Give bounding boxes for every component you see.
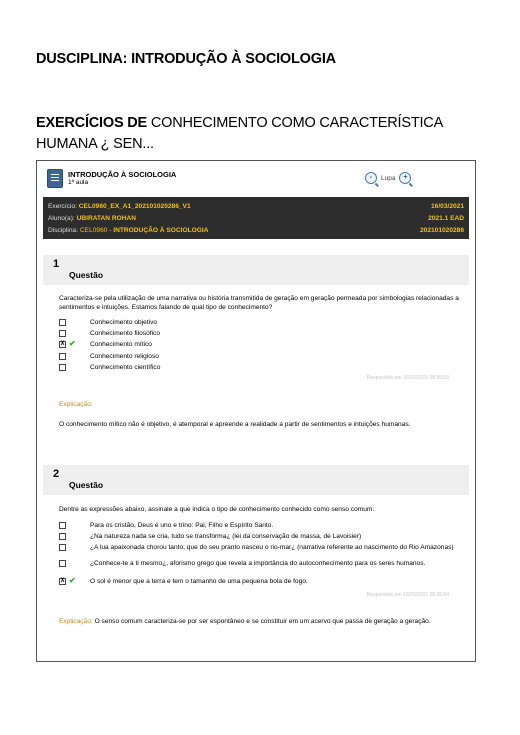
option-checkbox[interactable]: [59, 330, 66, 337]
zoom-out-icon[interactable]: -: [365, 172, 377, 184]
exercise-info-bar: [43, 197, 469, 239]
option-text: Conhecimento científico: [90, 364, 161, 371]
question-2-explanation-label: Explicação:: [59, 618, 93, 625]
info-row-exercicio: [48, 200, 464, 212]
lesson-label: 1ª aula: [68, 179, 89, 186]
course-name: INTRODUÇÃO À SOCIOLOGIA: [68, 170, 177, 179]
option-text: Conhecimento filosófico: [90, 330, 161, 337]
question-1-explanation-label: Explicação:: [59, 401, 93, 408]
question-2-number: 2: [53, 468, 60, 480]
question-1-label: Questão: [69, 270, 104, 280]
question-1-number: 1: [53, 258, 60, 270]
option-checkbox[interactable]: X: [60, 578, 65, 584]
option-text: Conhecimento religioso: [90, 353, 159, 360]
question-2-explanation: O senso comum caracteriza-se por ser espontâneo e se constituir em um acervo que passa de geração a geração.: [94, 618, 431, 625]
correct-check-icon: ✔: [69, 576, 76, 585]
question-2-timestamp: Respondido em 16/03/2021 08:35:54: [366, 592, 449, 598]
question-1-header: [43, 255, 469, 285]
exercise-title-rest: CONHECIMENTO COMO CARACTERÍSTICA HUMANA ¿ SEN...: [36, 115, 443, 152]
question-1-timestamp: Respondido em 16/03/2021 08:35:58: [366, 375, 449, 381]
option-checkbox[interactable]: [59, 364, 66, 371]
disciplina-code: CEL0960: [79, 226, 108, 234]
question-2-text: Dentre as expressões abaixo, assinale a que indica o tipo de conhecimento conhecido como senso comum:: [59, 506, 375, 513]
exercise-date: 16/03/2021: [430, 202, 464, 210]
matricula: 202101020286: [419, 226, 464, 234]
exercicio-label: Exercício:: [48, 202, 77, 210]
option-checkbox[interactable]: [59, 533, 66, 540]
option-text: Conhecimento objetivo: [90, 319, 158, 326]
exercise-title-bold: EXERCÍCIOS DE: [36, 115, 148, 131]
option-text: O sol é menor que a terra e tem o tamanho de uma pequena bola de fogo.: [90, 578, 308, 585]
option-checkbox[interactable]: [59, 522, 66, 529]
exercise-title: [36, 113, 486, 155]
option-text: ¿Conhece-te a ti mesmo¿, aforismo grego que revela a importância do autoconhecimento para os seres humanos.: [90, 560, 426, 567]
option-text: Para os cristão, Deus é uno e trino: Pai, Filho e Espírito Santo.: [90, 522, 274, 529]
lupa-label: Lupa: [381, 174, 396, 182]
question-2-header: [43, 465, 469, 495]
disciplina-label: Disciplina:: [48, 226, 79, 234]
aluno-label: Aluno(a):: [48, 214, 75, 222]
option-text: ¿A lua apaixonada chorou tanto, que do seu pranto nasceu o rio-mar¿ (narrativa referente ao nascimento do Rio Amazonas): [90, 544, 454, 551]
question-1-text: Caracteriza-se pela utilização de uma narrativa ou história transmitida de geração em geração permeada por simbologias relacionadas a sentimentos e intuições. Estamos falando de qual tipo de conhecimento?: [59, 295, 459, 311]
option-checkbox[interactable]: [59, 560, 66, 567]
document-title: DUSCIPLINA: INTRODUÇÃO À SOCIOLOGIA: [36, 51, 336, 67]
option-text: ¿Na natureza nada se cria, tudo se transforma¿ (lei da conservação de massa, de Lavoisier): [90, 533, 362, 540]
option-checkbox[interactable]: [59, 353, 66, 360]
book-icon: [47, 169, 63, 188]
question-1-explanation: O conhecimento mítico não é objetivo, é atemporal e apreende a realidade a partir de sentimentos e intuições humanas.: [59, 421, 411, 428]
option-checkbox[interactable]: [59, 319, 66, 326]
term-label: 2021.1 EAD: [428, 214, 464, 222]
disciplina-name: INTRODUÇÃO À SOCIOLOGIA: [113, 226, 209, 234]
info-row-aluno: [48, 212, 464, 224]
option-checkbox[interactable]: X: [60, 341, 65, 347]
exercicio-value: CEL0960_EX_A1_202101020286_V1: [78, 202, 191, 210]
question-2-explanation-block: [59, 617, 461, 626]
question-2-label: Questão: [69, 480, 104, 490]
aluno-value: UBIRATAN ROHAN: [76, 214, 137, 222]
option-checkbox[interactable]: [59, 544, 66, 551]
course-header: [37, 161, 475, 197]
info-row-disciplina: [48, 224, 464, 236]
exercise-sheet: [36, 160, 476, 662]
option-text: Conhecimento mítico: [90, 341, 152, 348]
disciplina-separator: -: [107, 226, 114, 234]
magnifier-controls: [365, 172, 411, 184]
zoom-in-icon[interactable]: +: [399, 172, 411, 184]
correct-check-icon: ✔: [69, 339, 76, 348]
